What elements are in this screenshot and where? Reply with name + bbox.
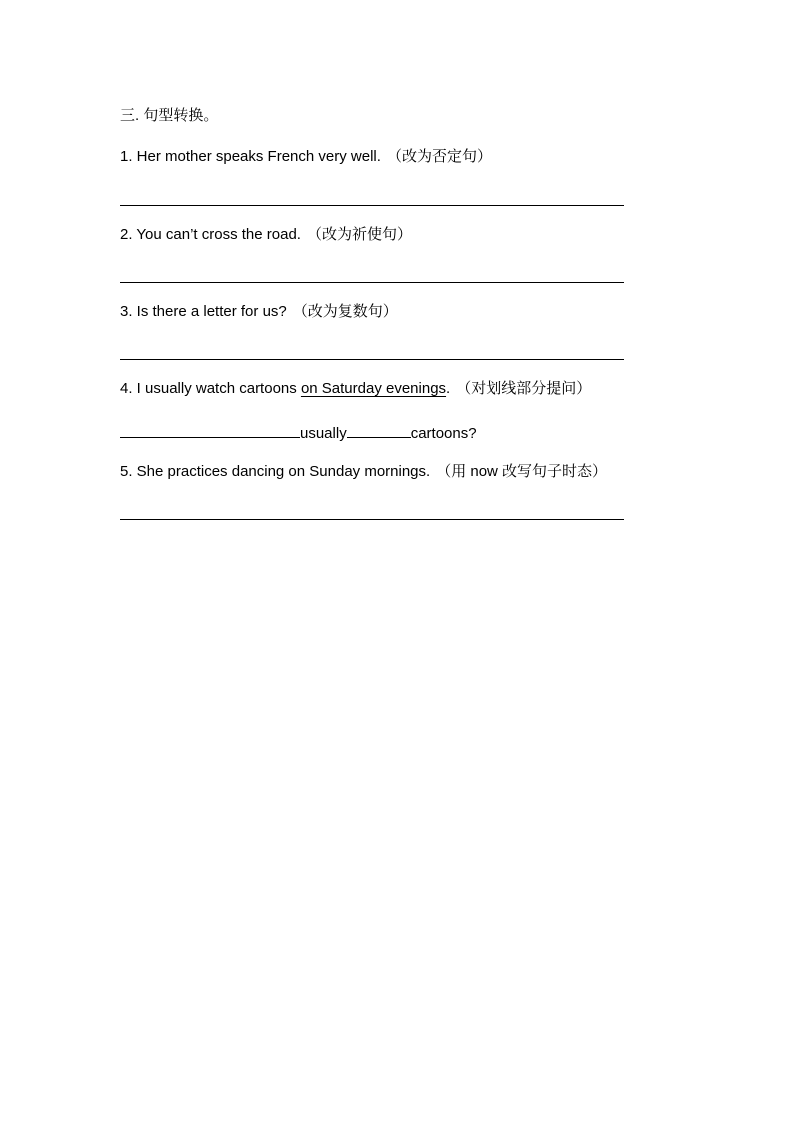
question-4-answer-row [120,422,477,443]
question-5-note: （用 now 改写句子时态） [436,463,608,480]
answer-word-usually: usually [300,425,347,442]
answer-blank-4a[interactable] [120,422,300,438]
question-2-note: （改为祈使句） [306,226,412,243]
question-5 [120,463,607,481]
question-4-text-after: . [446,380,451,397]
answer-line-3[interactable] [120,359,624,360]
question-4-note: （对划线部分提问） [456,380,592,397]
question-4 [120,380,591,398]
section-heading: 三. 句型转换。 [120,107,219,124]
question-1-note: （改为否定句） [386,148,492,165]
answer-line-5[interactable] [120,519,624,520]
question-1-text: 1. Her mother speaks French very well. [120,148,381,165]
answer-line-2[interactable] [120,282,624,283]
question-3 [120,303,398,321]
answer-word-cartoons: cartoons? [410,425,477,442]
question-4-underlined-phrase: on Saturday evenings [300,380,447,397]
question-4-text-before: 4. I usually watch cartoons [120,380,301,397]
question-1 [120,148,492,166]
question-2-text: 2. You can’t cross the road. [120,226,301,243]
question-5-text: 5. She practices dancing on Sunday mornings. [120,463,431,480]
question-3-text: 3. Is there a letter for us? [120,303,287,320]
question-2 [120,226,412,244]
answer-line-1[interactable] [120,205,624,206]
answer-blank-4b[interactable] [347,422,411,438]
question-3-note: （改为复数句） [292,303,398,320]
